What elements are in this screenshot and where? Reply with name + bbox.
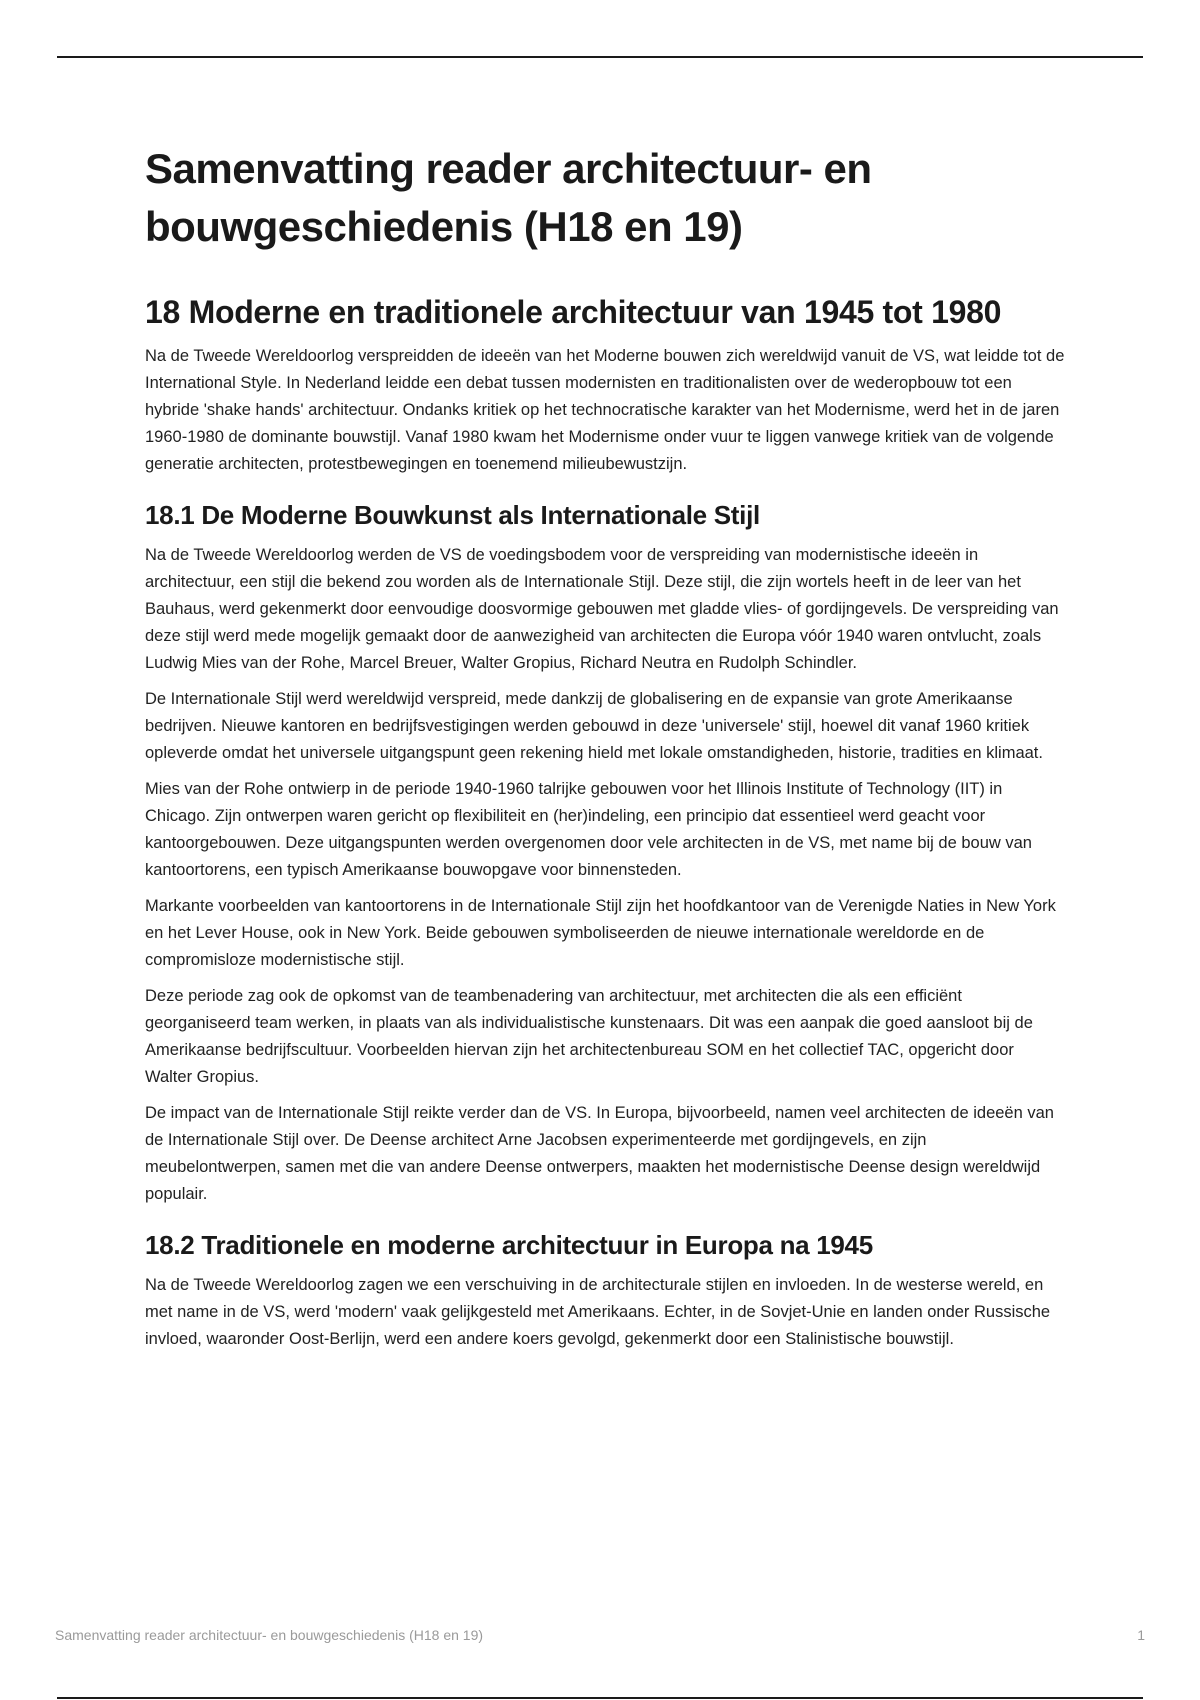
paragraph: Na de Tweede Wereldoorlog zagen we een verschuiving in de architecturale stijlen en invloeden. In de westerse wereld, en met name in de VS, werd 'modern' vaak gelijkgesteld met Amerikaans. Echter, in de Sovjet-Unie en landen onder Russische invloed, waaronder Oost-Berlijn, werd een andere koers gevolgd, gekenmerkt door een Stalinistische bouwstijl. [145, 1276, 1051, 1348]
paragraph: Mies van der Rohe ontwierp in de periode 1940-1960 talrijke gebouwen voor het Illinois Institute of Technology (IIT) in Chicago. Zijn ontwerpen waren gericht op flexibiliteit en (her)indeling, een principio dat essentieel werd geacht voor kantoorgebouwen. Deze uitgangspunten werden overgenomen door vele architecten in de VS, met name bij de bouw van kantoortorens, een typisch Amerikaanse bouwopgave voor binnensteden. [145, 780, 1032, 879]
paragraph: Deze periode zag ook de opkomst van de teambenadering van architectuur, met architecten die als een efficiënt georganiseerd team werken, in plaats van als individualistische kunstenaars. Dit was een aanpak die goed aansloot bij de Amerikaanse bedrijfscultuur. Voorbeelden hiervan zijn het architectenbureau SOM en het collectief TAC, opgericht door Walter Gropius. [145, 987, 1033, 1086]
chapter-intro: Na de Tweede Wereldoorlog verspreidden de ideeën van het Moderne bouwen zich wereldwijd vanuit de VS, wat leidde tot de International Style. In Nederland leidde een debat tussen modernisten en traditionalisten over de wederopbouw tot een hybride 'shake hands' architectuur. Ondanks kritiek op het technocratische karakter van het Modernisme, werd het in de jaren 1960-1980 de dominante bouwstijl. Vanaf 1980 kwam het Modernisme onder vuur te liggen vanwege kritiek van de volgende generatie architecten, protestbewegingen en toenemend milieubewustzijn. [145, 347, 1065, 473]
footer-title: Samenvatting reader architectuur- en bouwgeschiedenis (H18 en 19) [55, 1627, 484, 1643]
paragraph: Markante voorbeelden van kantoortorens in de Internationale Stijl zijn het hoofdkantoor van de Verenigde Naties in New York en het Lever House, ook in New York. Beide gebouwen symboliseerden de nieuwe internationale wereldorde en de compromisloze modernistische stijl. [145, 897, 1056, 969]
section-heading-18-2: 18.2 Traditionele en moderne architectuur in Europa na 1945 [145, 1230, 873, 1260]
section-heading-18-1: 18.1 De Moderne Bouwkunst als Internationale Stijl [145, 500, 760, 530]
paragraph: Na de Tweede Wereldoorlog werden de VS de voedingsbodem voor de verspreiding van modernistische ideeën in architectuur, een stijl die bekend zou worden als de Internationale Stijl. Deze stijl, die zijn wortels heeft in de leer van het Bauhaus, werd gekenmerkt door eenvoudige doosvormige gebouwen met gladde vlies- of gordijngevels. De verspreiding van deze stijl werd mede mogelijk gemaakt door de aanwezigheid van architecten die Europa vóór 1940 waren ontvlucht, zoals Ludwig Mies van der Rohe, Marcel Breuer, Walter Gropius, Richard Neutra en Rudolph Schindler. [145, 546, 1059, 672]
document-body [145, 140, 1065, 1362]
page-number: 1 [1137, 1627, 1145, 1643]
bottom-divider [57, 1697, 1143, 1699]
document-title: Samenvatting reader architectuur- en bouwgeschiedenis (H18 en 19) [145, 145, 872, 250]
paragraph: De Internationale Stijl werd wereldwijd verspreid, mede dankzij de globalisering en de expansie van grote Amerikaanse bedrijven. Nieuwe kantoren en bedrijfsvestigingen werden gebouwd in deze 'universele' stijl, hoewel dit vanaf 1960 kritiek opleverde omdat het universele uitgangspunt geen rekening hield met lokale omstandigheden, historie, tradities en klimaat. [145, 690, 1043, 762]
chapter-heading: 18 Moderne en traditionele architectuur van 1945 tot 1980 [145, 294, 1002, 330]
paragraph: De impact van de Internationale Stijl reikte verder dan de VS. In Europa, bijvoorbeeld, namen veel architecten de ideeën van de Internationale Stijl over. De Deense architect Arne Jacobsen experimenteerde met gordijngevels, en zijn meubelontwerpen, samen met die van andere Deense ontwerpers, maakten het modernistische Deense design wereldwijd populair. [145, 1104, 1054, 1203]
top-divider [57, 56, 1143, 58]
